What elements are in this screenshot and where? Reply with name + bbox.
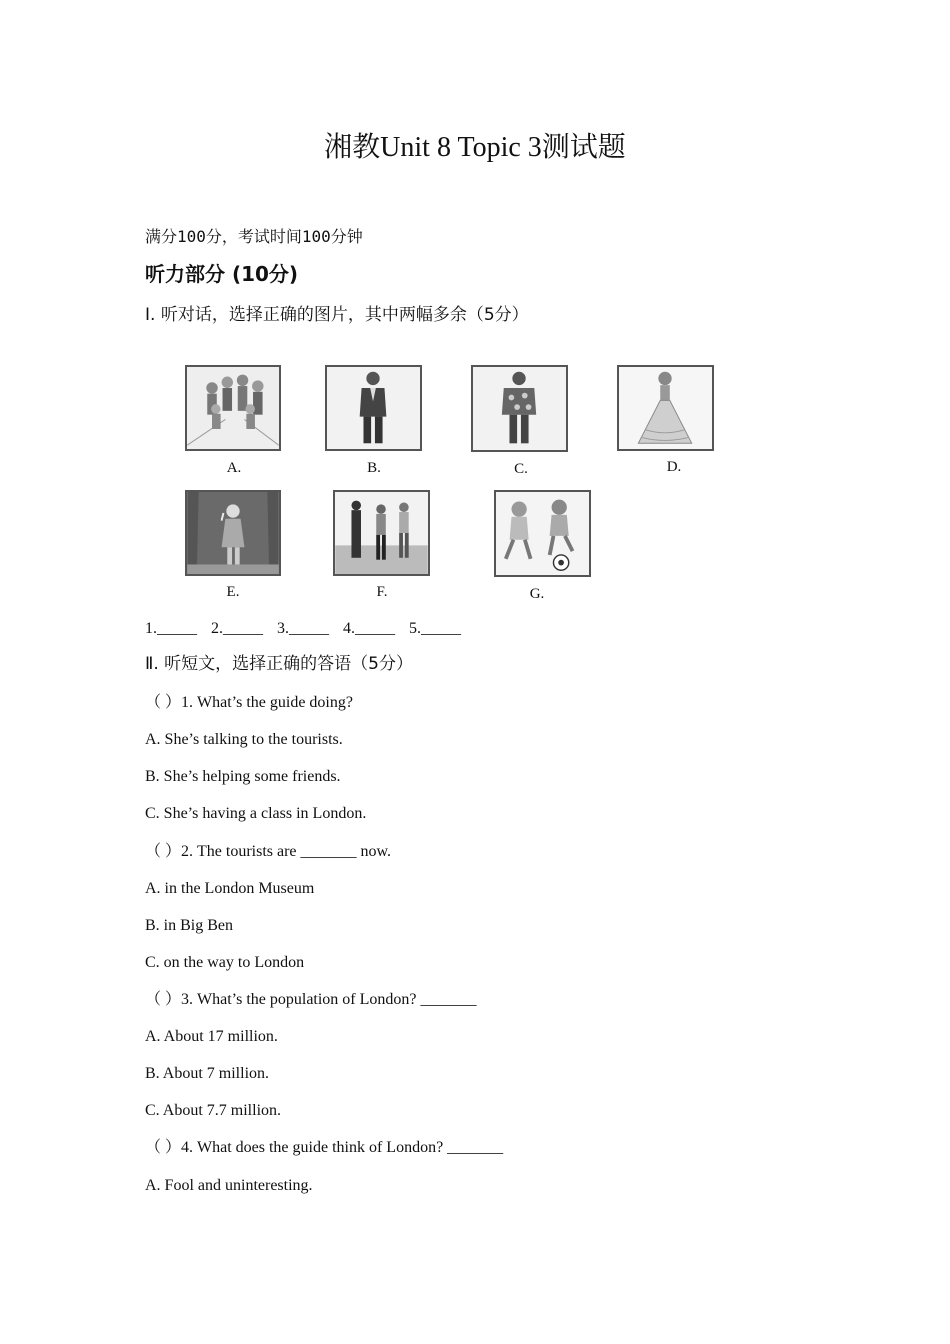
answer-blank[interactable]: 2._____	[211, 620, 263, 637]
question-line: （ ）3. What’s the population of London? _______	[145, 991, 477, 1008]
option-line: C. She’s having a class in London.	[145, 805, 367, 822]
answer-blank[interactable]: 3._____	[277, 620, 329, 637]
picture-label: D.	[666, 459, 682, 475]
option-line: A. Fool and uninteresting.	[145, 1177, 313, 1194]
three-people-standing-icon	[333, 490, 430, 576]
picture-label: B.	[367, 460, 381, 476]
picture-label: A.	[226, 460, 242, 476]
section-title: 听力部分 (10分)	[145, 262, 299, 286]
group-of-children-icon	[185, 365, 281, 451]
page-title: 湘教Unit 8 Topic 3测试题	[324, 132, 626, 163]
option-line: A. About 17 million.	[145, 1028, 278, 1045]
part2-heading: Ⅱ. 听短文，选择正确的答语（5分）	[145, 654, 413, 674]
girl-singing-on-stage-icon	[185, 490, 281, 576]
option-line: B. in Big Ben	[145, 917, 234, 934]
option-line: C. on the way to London	[145, 954, 305, 971]
princess-in-gown-icon	[617, 365, 714, 451]
answer-blank[interactable]: 5._____	[409, 620, 461, 637]
picture-label: E.	[226, 584, 240, 600]
question-line: （ ）4. What does the guide think of London? _______	[145, 1139, 504, 1156]
answer-blank[interactable]: 1._____	[145, 620, 197, 637]
question-line: （ ）1. What’s the guide doing?	[145, 694, 353, 711]
answer-blanks	[145, 618, 471, 640]
option-line: A. in the London Museum	[145, 880, 315, 897]
picture-label: F.	[376, 584, 388, 600]
question-line: （ ）2. The tourists are _______ now.	[145, 843, 392, 860]
man-in-suit-icon	[325, 365, 422, 451]
answer-blank[interactable]: 4._____	[343, 620, 395, 637]
boys-playing-football-icon	[494, 490, 591, 577]
part1-heading: Ⅰ. 听对话，选择正确的图片，其中两幅多余（5分）	[145, 305, 529, 325]
option-line: B. About 7 million.	[145, 1065, 270, 1082]
exam-meta: 满分100分，考试时间100分钟	[145, 227, 363, 246]
option-line: B. She’s helping some friends.	[145, 768, 341, 785]
picture-label: C.	[514, 461, 528, 477]
man-in-patterned-jacket-icon	[471, 365, 568, 452]
option-line: A. She’s talking to the tourists.	[145, 731, 343, 748]
option-line: C. About 7.7 million.	[145, 1102, 282, 1119]
picture-label: G.	[529, 586, 545, 602]
